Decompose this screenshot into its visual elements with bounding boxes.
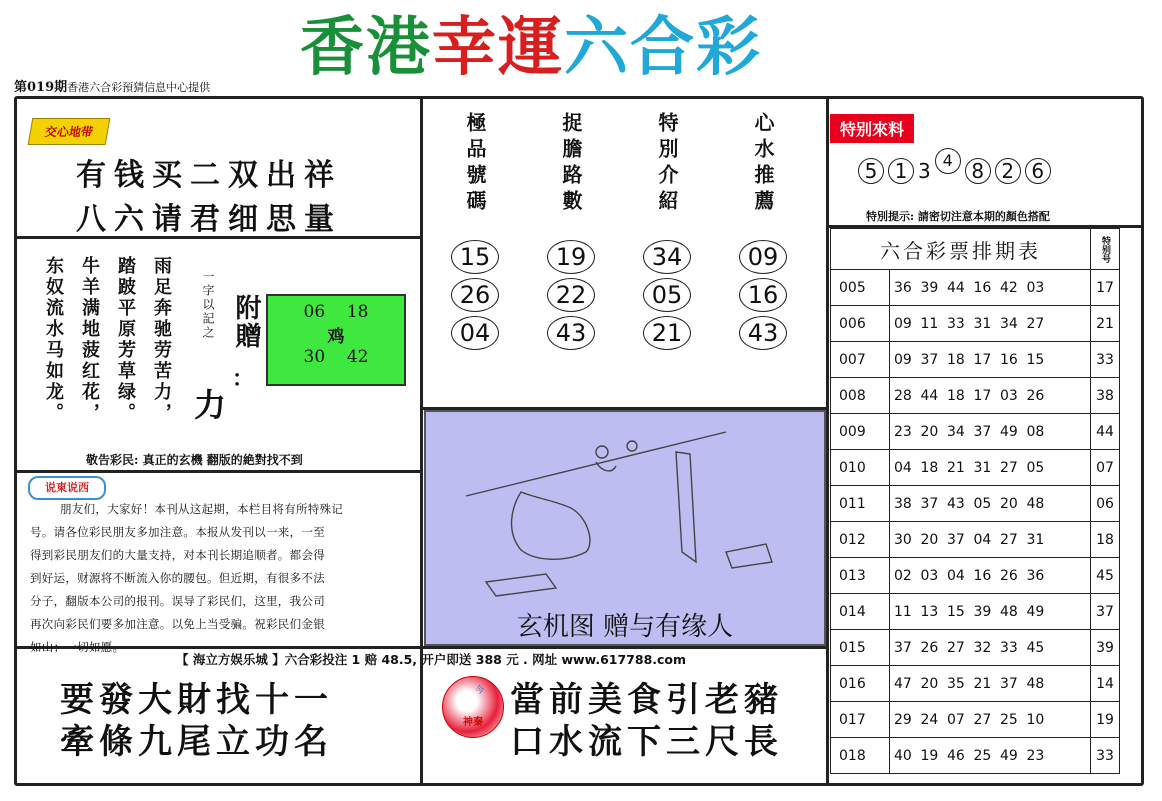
drawing-book	[486, 574, 556, 596]
draw-number: 44	[947, 279, 965, 296]
draw-number: 43	[947, 495, 965, 512]
notice-line: 分子，翻版本公司的报刊。误导了彩民们，这里，我公司	[30, 594, 325, 608]
draw-number: 04	[973, 531, 992, 548]
draw-number: 18	[920, 459, 939, 476]
draw-number: 29	[894, 711, 912, 728]
pick-number: 21	[643, 316, 691, 350]
numbers-cell	[890, 558, 1091, 594]
draw-number: 05	[1026, 459, 1045, 476]
numbers-cell	[890, 486, 1091, 522]
numbers-cell	[890, 702, 1091, 738]
picture-caption: 玄机图 赠与有缘人	[516, 612, 734, 642]
special-tag: 特别來料	[830, 114, 914, 143]
notice-line: 得到彩民朋友们的大量支持，对本刊长期追顺者。都会得	[30, 548, 325, 562]
title-char: 六	[564, 11, 630, 85]
notice-line: 如山；一切如愿。	[30, 640, 125, 654]
draw-number: 18	[947, 351, 965, 368]
couplet-right-1: 當前美食引老豬	[510, 680, 783, 720]
period-cell: 013	[831, 558, 890, 594]
draw-number: 48	[1000, 603, 1018, 620]
draw-number: 20	[920, 675, 939, 692]
special-number-cell: 33	[1091, 342, 1120, 378]
draw-number: 40	[894, 747, 912, 764]
gift-label: 附贈	[231, 294, 261, 350]
period-cell: 008	[831, 378, 890, 414]
gift-zodiac: 鸡	[327, 327, 345, 347]
period-cell: 006	[831, 306, 890, 342]
period-cell: 007	[831, 342, 890, 378]
issue-source: 香港六合彩預猜信息中心提供	[67, 81, 211, 94]
gift-num: 30	[303, 347, 326, 367]
schedule-row	[831, 306, 1120, 342]
schedule-row	[831, 378, 1120, 414]
draw-number: 49	[1000, 747, 1018, 764]
pick-number: 09	[739, 240, 787, 274]
notice-line: 到好运，财源将不断流入你的腰包。但近期，有很多不法	[30, 571, 325, 585]
numbers-cell	[890, 270, 1091, 306]
draw-number: 23	[894, 423, 912, 440]
drawing-book	[726, 544, 772, 568]
period-cell: 014	[831, 594, 890, 630]
gift-box	[266, 294, 406, 386]
divider-h2	[14, 470, 422, 473]
draw-number: 27	[947, 639, 965, 656]
draw-number: 34	[1000, 315, 1018, 332]
special-number-cell: 06	[1091, 486, 1120, 522]
title-char: 港	[366, 11, 432, 85]
period-cell: 012	[831, 522, 890, 558]
draw-number: 36	[894, 279, 912, 296]
draw-number: 25	[973, 747, 992, 764]
warning-note: 敬告彩民: 真正的玄機 翻版的絶對找不到	[86, 453, 303, 467]
special-number-cell: 44	[1091, 414, 1120, 450]
poem-hint-word: 力	[194, 386, 227, 424]
pick-number: 43	[739, 316, 787, 350]
logo-text: 神秦	[463, 717, 483, 728]
draw-number: 26	[1000, 567, 1018, 584]
numbers-cell	[890, 306, 1091, 342]
draw-number: 42	[1000, 279, 1018, 296]
numbers-cell	[890, 738, 1091, 774]
draw-number: 44	[920, 387, 939, 404]
schedule-row	[831, 594, 1120, 630]
numbers-cell	[890, 594, 1091, 630]
draw-number: 34	[947, 423, 965, 440]
draw-number: 47	[894, 675, 912, 692]
gift-colon: ：	[232, 366, 255, 392]
draw-number: 09	[894, 315, 912, 332]
notice-line: 再次向彩民们要多加注意。以免上当受骗。祝彩民们金银	[30, 617, 325, 631]
special-number: 1	[888, 158, 914, 184]
title-char: 香	[300, 11, 366, 85]
schedule-table	[830, 228, 1120, 774]
picks-column	[718, 112, 808, 350]
draw-number: 04	[947, 567, 965, 584]
draw-number: 16	[1000, 351, 1018, 368]
heart-zone-tag: 交心地带	[28, 118, 111, 145]
draw-number: 31	[973, 459, 992, 476]
drawing-pole	[466, 432, 726, 496]
draw-number: 37	[920, 351, 939, 368]
draw-number: 32	[973, 639, 992, 656]
title-char: 幸	[432, 11, 498, 85]
draw-number: 11	[920, 315, 939, 332]
period-cell: 009	[831, 414, 890, 450]
draw-number: 17	[973, 387, 992, 404]
draw-number: 30	[894, 531, 912, 548]
schedule-row	[831, 630, 1120, 666]
drawing-post	[676, 452, 696, 562]
draw-number: 49	[1026, 603, 1045, 620]
pick-number: 26	[451, 278, 499, 312]
draw-number: 15	[947, 603, 965, 620]
draw-number: 45	[1026, 639, 1045, 656]
draw-number: 31	[1026, 531, 1045, 548]
picks-header: 特別介紹	[655, 112, 679, 216]
draw-number: 38	[894, 495, 912, 512]
draw-number: 26	[920, 639, 939, 656]
draw-number: 20	[920, 531, 939, 548]
picks-header: 捉膽路數	[559, 112, 583, 216]
special-number: 6	[1025, 158, 1051, 184]
schedule-row	[831, 486, 1120, 522]
draw-number: 08	[1026, 423, 1045, 440]
schedule-row	[831, 666, 1120, 702]
page-title	[300, 10, 920, 86]
draw-number: 05	[973, 495, 992, 512]
draw-number: 46	[947, 747, 965, 764]
pick-number: 15	[451, 240, 499, 274]
picks-column	[622, 112, 712, 350]
issue-label: 第019期	[14, 80, 68, 95]
draw-number: 26	[1026, 387, 1045, 404]
gift-num: 42	[346, 347, 369, 367]
draw-number: 02	[894, 567, 912, 584]
schedule-title: 六合彩票排期表	[831, 229, 1091, 270]
draw-number: 16	[973, 279, 992, 296]
special-number-cell: 18	[1091, 522, 1120, 558]
special-number-cell: 17	[1091, 270, 1120, 306]
special-number-cell: 39	[1091, 630, 1120, 666]
title-char: 合	[630, 11, 696, 85]
notice-line: 号。请各位彩民朋友多加注意。本报从发刊以一来，一至	[30, 525, 325, 539]
draw-number: 21	[947, 459, 965, 476]
draw-number: 49	[1000, 423, 1018, 440]
special-number-cell: 14	[1091, 666, 1120, 702]
pick-number: 04	[451, 316, 499, 350]
draw-number: 18	[947, 387, 965, 404]
period-cell: 017	[831, 702, 890, 738]
pick-number: 05	[643, 278, 691, 312]
draw-number: 20	[1000, 495, 1018, 512]
couplet-right-2: 口水流下三尺長	[510, 722, 783, 762]
draw-number: 36	[1026, 567, 1045, 584]
divider-right	[826, 96, 829, 786]
special-number: 5	[858, 158, 884, 184]
period-cell: 010	[831, 450, 890, 486]
numbers-cell	[890, 666, 1091, 702]
special-col-header: 特别号	[1091, 229, 1120, 270]
poem-col-2: 踏跛平原芳草绿。	[115, 256, 136, 424]
schedule-row	[831, 414, 1120, 450]
draw-number: 11	[894, 603, 912, 620]
special-numbers	[858, 151, 1118, 186]
draw-number: 09	[894, 351, 912, 368]
draw-number: 07	[947, 711, 965, 728]
period-cell: 005	[831, 270, 890, 306]
draw-number: 04	[894, 459, 912, 476]
numbers-cell	[890, 342, 1091, 378]
draw-number: 48	[1026, 675, 1045, 692]
notice-tag: 说東说西	[28, 476, 106, 500]
draw-number: 39	[973, 603, 992, 620]
pick-number: 22	[547, 278, 595, 312]
draw-number: 35	[947, 675, 965, 692]
schedule-row	[831, 702, 1120, 738]
special-number-cell: 45	[1091, 558, 1120, 594]
pick-number: 34	[643, 240, 691, 274]
gift-num: 06	[303, 302, 326, 322]
draw-number: 15	[1026, 351, 1045, 368]
pick-number: 19	[547, 240, 595, 274]
divider-left	[420, 96, 423, 786]
schedule-row	[831, 558, 1120, 594]
picks-panel	[430, 112, 820, 402]
numbers-cell	[890, 378, 1091, 414]
notice-body	[30, 498, 416, 659]
drawing-figure	[512, 492, 590, 559]
draw-number: 37	[973, 423, 992, 440]
notice-line: 朋友们，大家好！本刊从这起期，本栏目将有所特殊记	[60, 502, 344, 516]
draw-number: 23	[1026, 747, 1045, 764]
period-cell: 016	[831, 666, 890, 702]
draw-number: 20	[920, 423, 939, 440]
draw-number: 27	[1000, 459, 1018, 476]
special-number: 8	[965, 158, 991, 184]
special-number-cell: 37	[1091, 594, 1120, 630]
special-number-cell: 07	[1091, 450, 1120, 486]
draw-number: 31	[973, 315, 992, 332]
draw-number: 03	[1000, 387, 1018, 404]
schedule-row	[831, 738, 1120, 774]
poem-col-4: 东奴流水马如龙。	[43, 256, 64, 424]
draw-number: 03	[920, 567, 939, 584]
draw-number: 16	[973, 567, 992, 584]
draw-number: 27	[973, 711, 992, 728]
logo-sub: 今	[475, 686, 485, 696]
period-cell: 011	[831, 486, 890, 522]
draw-number: 39	[920, 279, 939, 296]
picks-column	[430, 112, 520, 350]
mystery-picture	[424, 410, 826, 646]
special-number-cell: 38	[1091, 378, 1120, 414]
schedule-row	[831, 450, 1120, 486]
gift-num: 18	[346, 302, 369, 322]
picks-column	[526, 112, 616, 350]
draw-number: 48	[1026, 495, 1045, 512]
special-number-cell: 21	[1091, 306, 1120, 342]
draw-number: 28	[894, 387, 912, 404]
picks-header: 極品號碼	[463, 112, 487, 216]
taiji-logo	[442, 676, 504, 738]
draw-number: 17	[973, 351, 992, 368]
numbers-cell	[890, 522, 1091, 558]
title-char: 彩	[696, 11, 762, 85]
draw-number: 03	[1026, 279, 1045, 296]
draw-number: 24	[920, 711, 939, 728]
draw-number: 10	[1026, 711, 1045, 728]
draw-number: 37	[920, 495, 939, 512]
special-number-cell: 19	[1091, 702, 1120, 738]
schedule-row	[831, 522, 1120, 558]
poem-col-3: 牛羊满地菠红花，	[79, 256, 100, 424]
draw-number: 37	[1000, 675, 1018, 692]
pick-number: 16	[739, 278, 787, 312]
couplet-left-2: 牽條九尾立功名	[60, 722, 333, 762]
pick-number: 43	[547, 316, 595, 350]
draw-number: 37	[894, 639, 912, 656]
ad-line: 【 海立方娱乐城 】六合彩投注 1 赔 48.5, 开户即送 388 元 . 网址 www.617788.com	[176, 652, 687, 667]
period-cell: 015	[831, 630, 890, 666]
numbers-cell	[890, 414, 1091, 450]
draw-number: 19	[920, 747, 939, 764]
schedule-row	[831, 342, 1120, 378]
special-number: 2	[995, 158, 1021, 184]
numbers-cell	[890, 630, 1091, 666]
heart-zone-line2: 八六请君细思量	[76, 202, 342, 237]
schedule-row	[831, 270, 1120, 306]
draw-number: 27	[1000, 531, 1018, 548]
draw-number: 33	[947, 315, 965, 332]
draw-number: 33	[1000, 639, 1018, 656]
draw-number: 21	[973, 675, 992, 692]
numbers-cell	[890, 450, 1091, 486]
poem-hint: 一字以記之	[201, 270, 215, 340]
title-char: 運	[498, 11, 564, 85]
draw-number: 25	[1000, 711, 1018, 728]
couplet-left-1: 要發大財找十一	[60, 680, 333, 720]
draw-number: 13	[920, 603, 939, 620]
special-hint: 特別提示: 請密切注意本期的顏色搭配	[866, 210, 1050, 223]
issue-number	[14, 76, 210, 95]
heart-zone-line1: 有钱买二双出祥	[76, 158, 342, 193]
special-number-cell: 33	[1091, 738, 1120, 774]
draw-number: 27	[1026, 315, 1045, 332]
drawing-leaf	[627, 441, 637, 451]
draw-number: 37	[947, 531, 965, 548]
picks-header: 心水推薦	[751, 112, 775, 216]
special-number: 4	[935, 148, 961, 174]
period-cell: 018	[831, 738, 890, 774]
drawing-leaf	[596, 446, 608, 458]
poem-col-1: 雨足奔驰劳苦力，	[151, 256, 172, 424]
special-number: 3	[918, 159, 931, 183]
